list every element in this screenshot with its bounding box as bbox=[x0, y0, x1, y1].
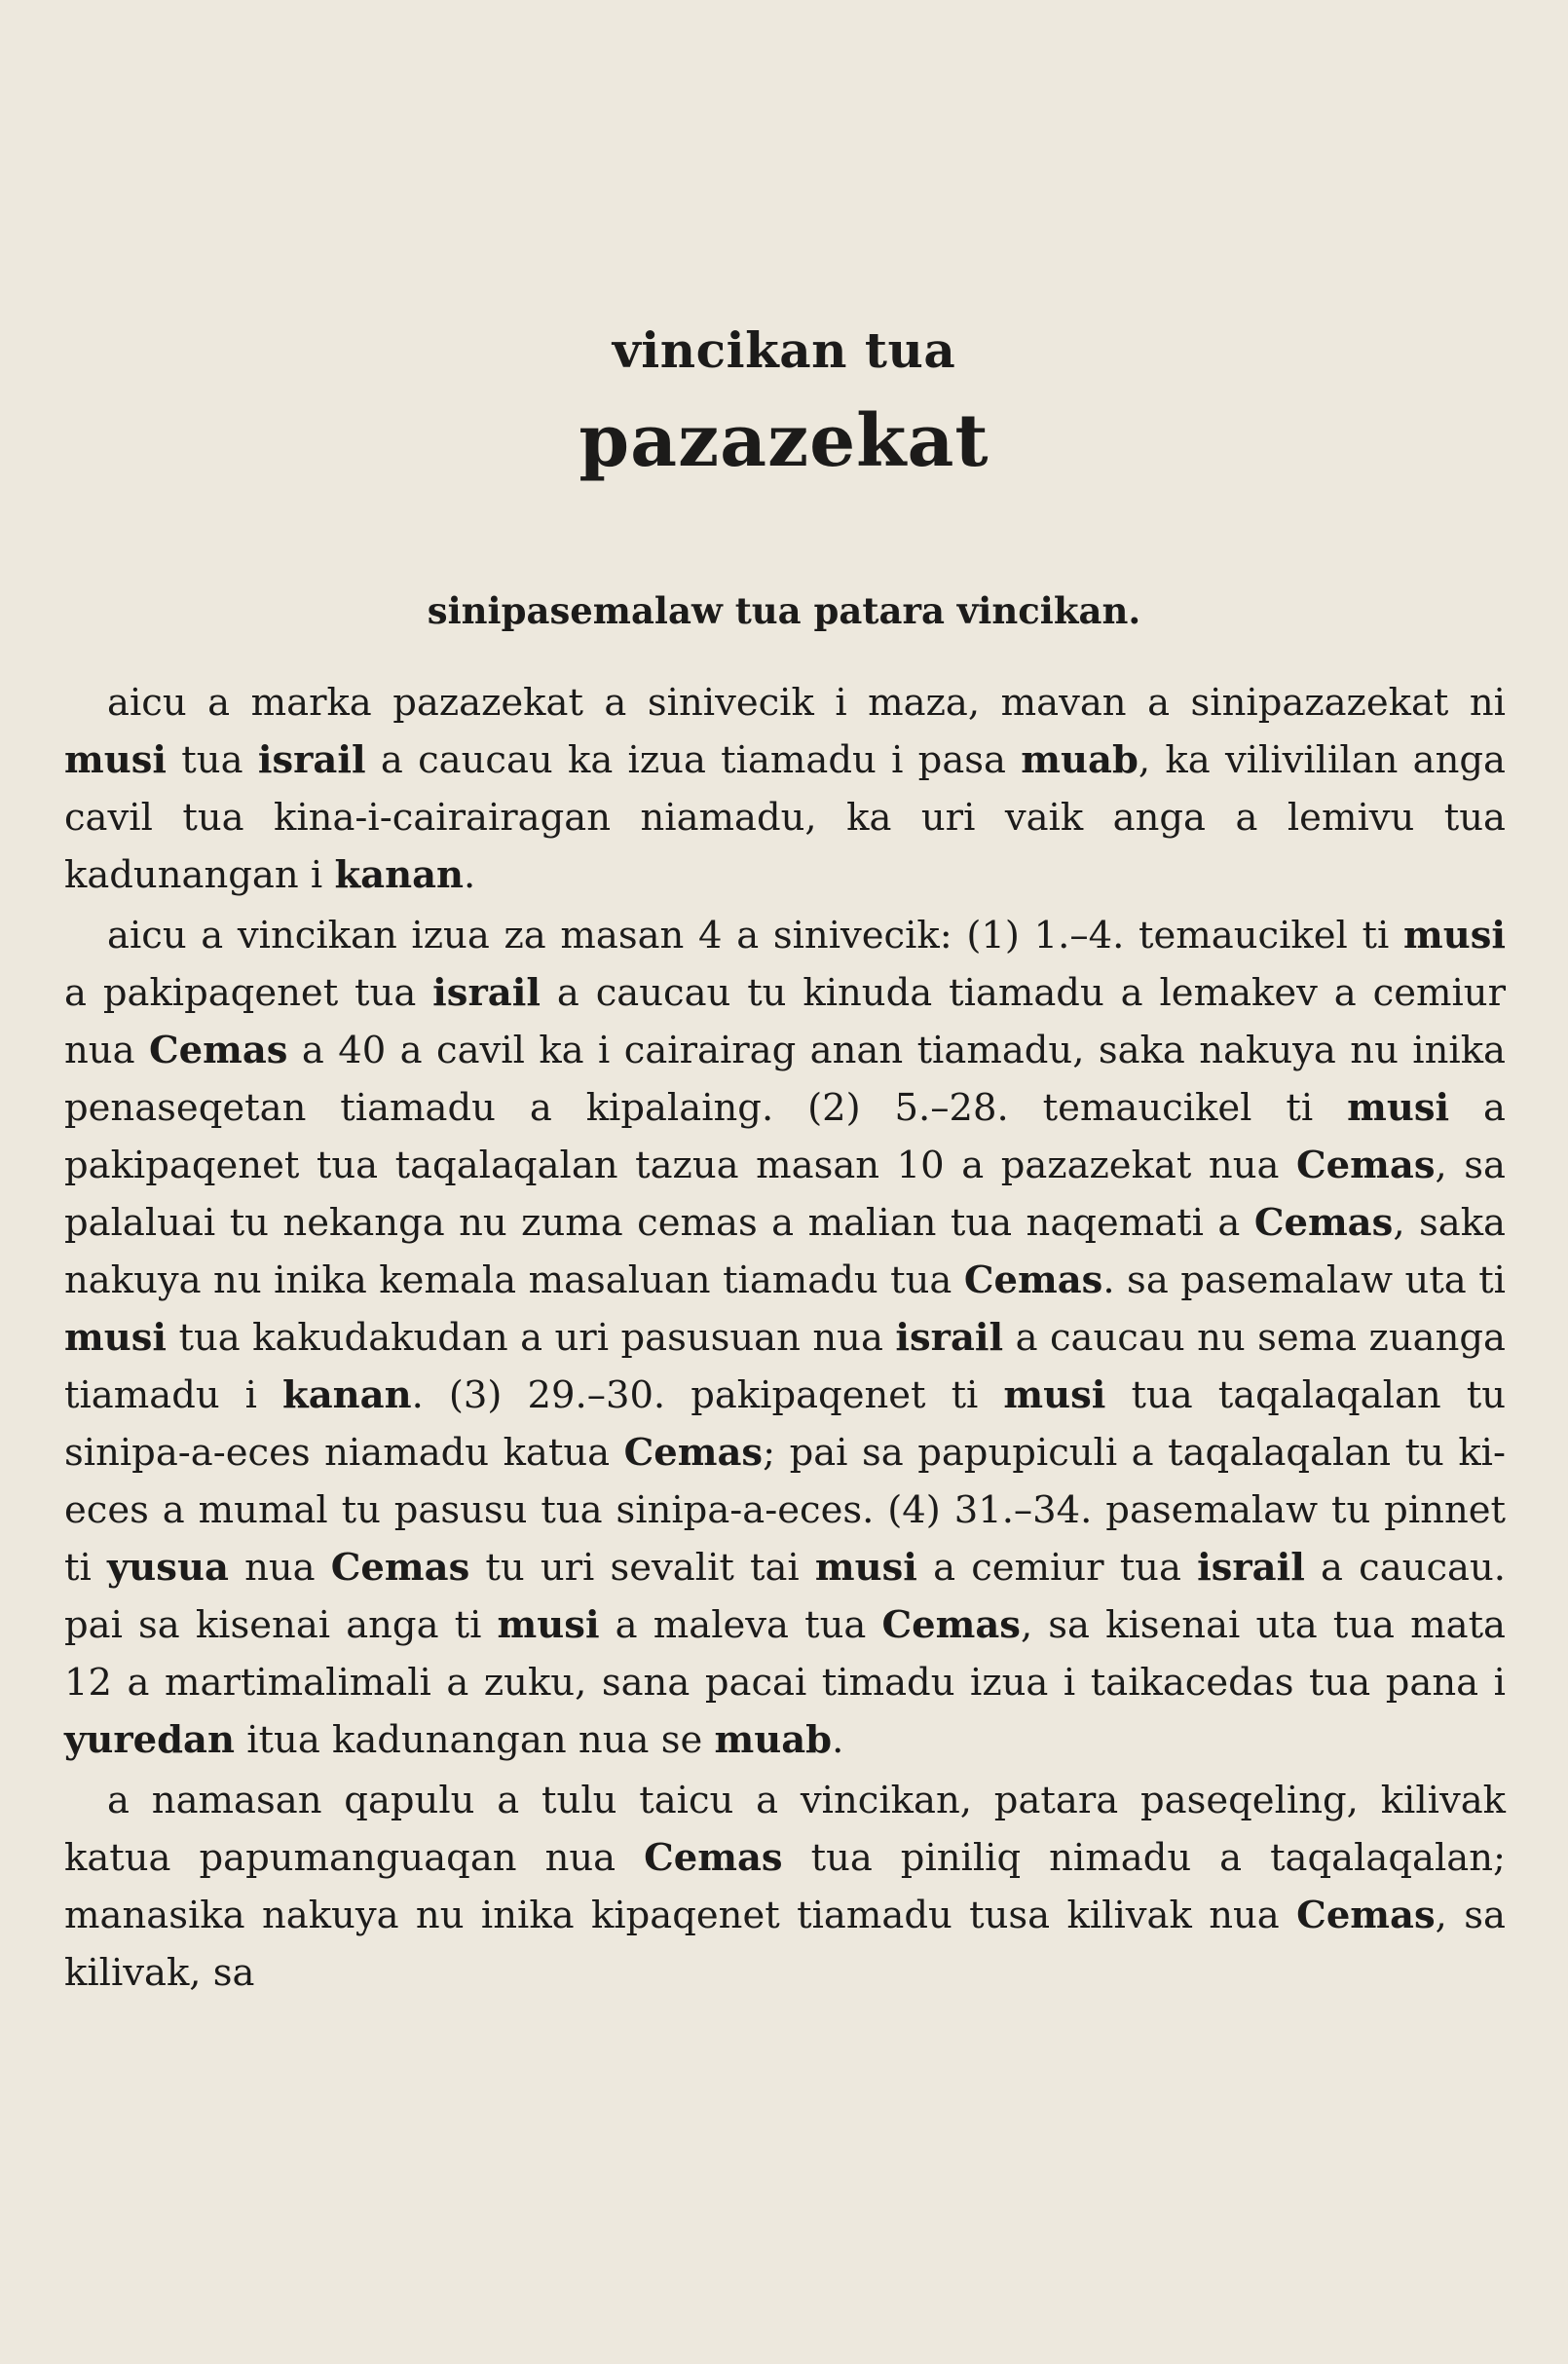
emphasized-name: Cemas bbox=[330, 1546, 470, 1590]
section-subtitle: sinipasemalaw tua patara vincikan. bbox=[427, 589, 1141, 632]
emphasized-name: kanan bbox=[282, 1373, 412, 1417]
paragraph-1: aicu a marka pazazekat a sinivecik i maza, mavan a sinipazazekat ni musi tua israil a caucau ka izua tiamadu i pasa muab, ka vilivililan anga cavil tua kina-i-cairairagan niamadu, ka uri vaik anga a lemivu tua kadunangan i kanan. bbox=[64, 681, 1507, 897]
emphasized-name: Cemas bbox=[1296, 1894, 1436, 1937]
emphasized-name: musi bbox=[64, 738, 168, 782]
emphasized-name: musi bbox=[1347, 1086, 1450, 1130]
emphasized-name: Cemas bbox=[644, 1836, 783, 1880]
emphasized-name: yuredan bbox=[64, 1718, 235, 1762]
emphasized-name: Cemas bbox=[148, 1029, 288, 1072]
emphasized-name: musi bbox=[1003, 1373, 1106, 1417]
emphasized-name: muab bbox=[1021, 738, 1139, 782]
emphasized-name: Cemas bbox=[881, 1603, 1021, 1647]
emphasized-name: musi bbox=[1402, 914, 1506, 957]
paragraph-3: a namasan qapulu a tulu taicu a vincikan, patara paseqeling, kilivak katua papumanguaqan nua Cemas tua piniliq nimadu a taqalaqalan; manasika nakuya nu inika kipaqenet tiamadu tusa kilivak nua Cemas, sa kilivak, sa bbox=[64, 1779, 1507, 1995]
emphasized-name: musi bbox=[814, 1546, 917, 1590]
chapter-heading-line1: vincikan tua bbox=[612, 321, 956, 379]
emphasized-name: kanan bbox=[334, 853, 465, 897]
emphasized-name: muab bbox=[714, 1718, 833, 1762]
emphasized-name: Cemas bbox=[623, 1431, 764, 1475]
emphasized-name: Cemas bbox=[1253, 1201, 1394, 1245]
emphasized-name: israil bbox=[895, 1316, 1004, 1360]
emphasized-name: yusua bbox=[106, 1546, 229, 1590]
emphasized-name: Cemas bbox=[1296, 1144, 1436, 1187]
emphasized-name: israil bbox=[257, 738, 366, 782]
chapter-heading-line2: pazazekat bbox=[579, 399, 989, 483]
emphasized-name: Cemas bbox=[963, 1258, 1103, 1302]
emphasized-name: musi bbox=[64, 1316, 168, 1360]
emphasized-name: israil bbox=[432, 971, 541, 1015]
body-text bbox=[64, 674, 1506, 2005]
paragraph-2: aicu a vincikan izua za masan 4 a sinivecik: (1) 1.–4. temaucikel ti musi a pakipaqenet tua israil a caucau tu kinuda tiamadu a lemakev a cemiur nua Cemas a 40 a cavil ka i cairairag anan tiamadu, saka nakuya nu inika penaseqetan tiamadu a kipalaing. (2) 5.–28. temaucikel ti musi a pakipaqenet tua taqalaqalan tazua masan 10 a pazazekat nua Cemas, sa palaluai tu nekanga nu zuma cemas a malian tua naqemati a Cemas, saka nakuya nu inika kemala masaluan tiamadu tua Cemas. sa pasemalaw uta ti musi tua kakudakudan a uri pasusuan nua israil a caucau nu sema zuanga tiamadu i kanan. (3) 29.–30. pakipaqenet ti musi tua taqalaqalan tu sinipa-a-eces niamadu katua Cemas; pai sa papupiculi a taqalaqalan tu ki-eces a mumal tu pasusu tua sinipa-a-eces. (4) 31.–34. pasemalaw tu pinnet ti yusua nua Cemas tu uri sevalit tai musi a cemiur tua israil a caucau. pai sa kisenai anga ti musi a maleva tua Cemas, sa kisenai uta tua mata 12 a martimalimali a zuku, sana pacai timadu izua i taikacedas tua pana i yuredan itua kadunangan nua se muab. bbox=[64, 914, 1507, 1762]
emphasized-name: musi bbox=[497, 1603, 600, 1647]
emphasized-name: israil bbox=[1197, 1546, 1305, 1590]
